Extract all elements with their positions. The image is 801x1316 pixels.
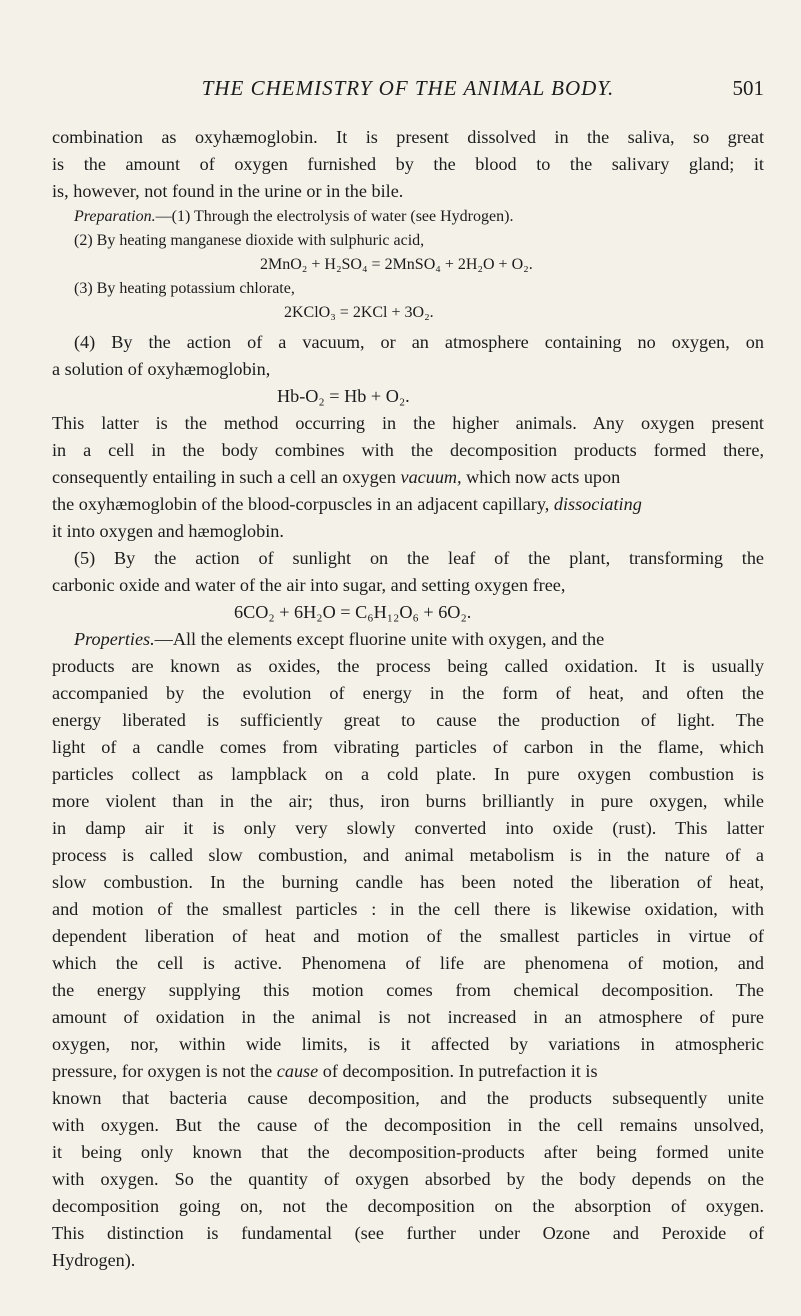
- text-line: accompanied by the evolution of energy in the form of heat, and often the: [52, 683, 764, 703]
- text-line: slow combustion. In the burning candle has been noted the liberation of heat,: [52, 872, 764, 892]
- text-line: [52, 464, 764, 491]
- text-line: carbonic oxide and water of the air into sugar, and setting oxygen free,: [52, 575, 566, 595]
- text-line: amount of oxidation in the animal is not increased in an atmosphere of pure: [52, 1007, 764, 1027]
- text-line: it being only known that the decomposition-products after being formed unite: [52, 1142, 764, 1162]
- text-line: light of a candle comes from vibrating particles of carbon in the flame, which: [52, 737, 764, 757]
- text-span: —All the elements except fluorine unite with oxygen, and the: [154, 629, 605, 649]
- preparation-label: Preparation.: [74, 208, 156, 225]
- running-header: [52, 76, 764, 106]
- text-line: (5) By the action of sunlight on the leaf of the plant, transforming the: [74, 548, 764, 568]
- text-line: [52, 626, 764, 653]
- equation: Hb-O₂ = Hb + O₂.: [277, 386, 410, 406]
- text-line: energy liberated is sufficiently great to cause the production of light. The: [52, 710, 764, 730]
- text-line: in a cell in the body combines with the decomposition products formed there,: [52, 440, 764, 460]
- preparation-line: (2) By heating manganese dioxide with sulphuric acid,: [74, 232, 425, 249]
- text-line: is the amount of oxygen furnished by the blood to the salivary gland; it: [52, 154, 764, 174]
- equation: 6CO₂ + 6H₂O = C₆H₁₂O₆ + 6O₂.: [234, 602, 472, 622]
- text-line: This latter is the method occurring in the higher animals. Any oxygen present: [52, 413, 764, 433]
- running-title: THE CHEMISTRY OF THE ANIMAL BODY.: [201, 76, 615, 100]
- text-line: decomposition going on, not the decomposition on the absorption of oxygen.: [52, 1196, 764, 1216]
- text-line: particles collect as lampblack on a cold plate. In pure oxygen combustion is: [52, 764, 764, 784]
- emphasis-dissociating: dissociating: [553, 494, 642, 514]
- text-span: of decomposition. In putrefaction it is: [318, 1061, 598, 1081]
- preparation-line: (3) By heating potassium chlorate,: [74, 280, 295, 297]
- text-line: [52, 1058, 764, 1085]
- text-line: This distinction is fundamental (see further under Ozone and Peroxide of: [52, 1223, 764, 1243]
- text-line: the energy supplying this motion comes from chemical decomposition. The: [52, 980, 764, 1000]
- equation: 2KClO₃ = 2KCl + 3O₂.: [284, 304, 434, 321]
- text-line: more violent than in the air; thus, iron burns brilliantly in pure oxygen, while: [52, 791, 764, 811]
- preparation-text: —(1) Through the electrolysis of water (see Hydrogen).: [155, 208, 514, 225]
- text-span: pressure, for oxygen is not the: [52, 1061, 277, 1081]
- text-line: Hydrogen).: [52, 1250, 136, 1270]
- properties-label: Properties.: [74, 629, 155, 649]
- text-span: [52, 1058, 598, 1085]
- emphasis-cause: cause: [276, 1061, 319, 1081]
- text-span: consequently entailing in such a cell an oxygen: [52, 467, 401, 487]
- text-span: the oxyhæmoglobin of the blood-corpuscles in an adjacent capillary,: [52, 494, 554, 514]
- text-line: a solution of oxyhæmoglobin,: [52, 359, 271, 379]
- text-line: it into oxygen and hæmoglobin.: [52, 521, 284, 541]
- text-span: which now acts upon: [461, 467, 621, 487]
- text-line: process is called slow combustion, and animal metabolism is in the nature of a: [52, 845, 764, 865]
- text-line: with oxygen. So the quantity of oxygen absorbed by the body depends on the: [52, 1169, 764, 1189]
- text-line: oxygen, nor, within wide limits, is it affected by variations in atmospheric: [52, 1034, 764, 1054]
- emphasis-vacuum: vacuum,: [400, 467, 462, 487]
- preparation-line: [52, 205, 764, 229]
- page-number: 501: [732, 76, 764, 100]
- text-line: [52, 491, 764, 518]
- text-line: and motion of the smallest particles : in the cell there is likewise oxidation, with: [52, 899, 764, 919]
- equation: 2MnO₂ + H₂SO₄ = 2MnSO₄ + 2H₂O + O₂.: [260, 256, 533, 273]
- text-line: with oxygen. But the cause of the decomposition in the cell remains unsolved,: [52, 1115, 764, 1135]
- text-line: dependent liberation of heat and motion of the smallest particles in virtue of: [52, 926, 764, 946]
- text-line: which the cell is active. Phenomena of life are phenomena of motion, and: [52, 953, 764, 973]
- text-line: is, however, not found in the urine or in the bile.: [52, 181, 404, 201]
- text-line: (4) By the action of a vacuum, or an atmosphere containing no oxygen, on: [74, 332, 764, 352]
- text-line: products are known as oxides, the process being called oxidation. It is usually: [52, 656, 764, 676]
- text-line: in damp air it is only very slowly converted into oxide (rust). This latter: [52, 818, 764, 838]
- page-body: [52, 124, 764, 1274]
- text-line: combination as oxyhæmoglobin. It is present dissolved in the saliva, so great: [52, 127, 764, 147]
- text-line: known that bacteria cause decomposition, and the products subsequently unite: [52, 1088, 764, 1108]
